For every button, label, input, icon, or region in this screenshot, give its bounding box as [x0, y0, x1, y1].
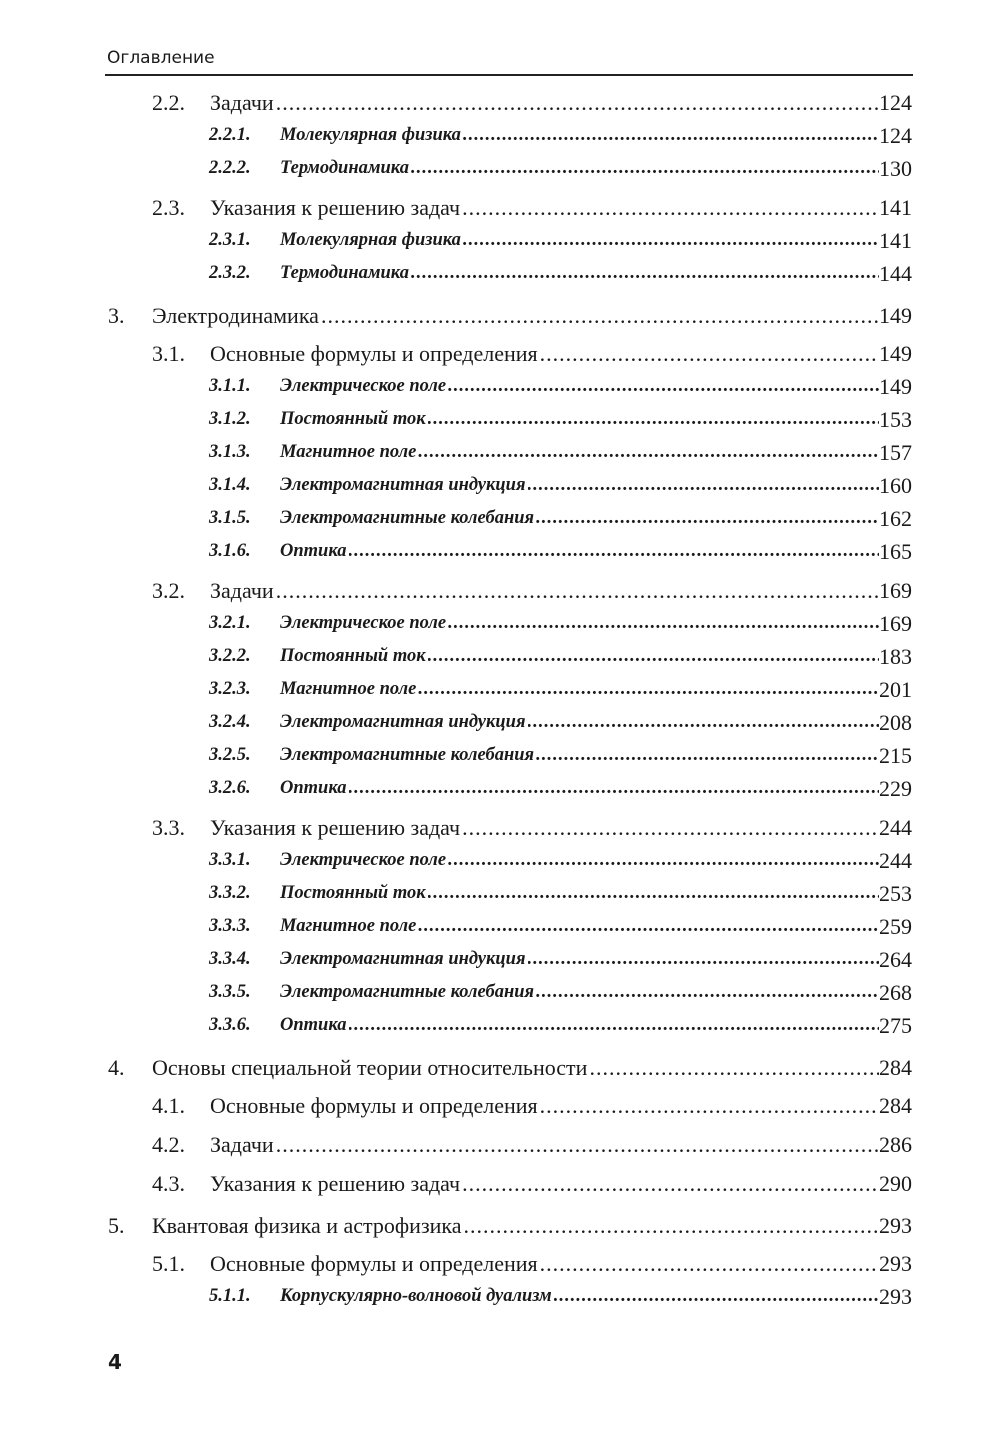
toc-entry	[0, 1280, 1000, 1313]
toc-entry-title: Задачи	[210, 1128, 276, 1161]
toc-entry-title: Молекулярная физика	[280, 224, 463, 257]
toc-entry-number: 2.2.1.	[209, 125, 251, 145]
toc-entry-title: Электрическое поле	[280, 844, 448, 877]
toc-entry-number: 5.	[108, 1213, 125, 1238]
toc-entry	[0, 1089, 1000, 1122]
toc-entry-title: Термодинамика	[280, 257, 411, 290]
toc-entry-number: 3.2.2.	[209, 646, 251, 666]
toc-entry-page: 215	[879, 743, 912, 768]
toc-entry-title: Указания к решению задач	[210, 811, 462, 844]
toc-entry	[0, 739, 1000, 772]
toc-entry	[0, 1051, 1000, 1084]
toc-entry-page: 169	[879, 578, 912, 603]
toc-entry-number: 2.2.2.	[209, 158, 251, 178]
toc-entry	[0, 535, 1000, 568]
dot-leader	[349, 772, 880, 805]
toc-entry-page: 284	[879, 1093, 912, 1118]
toc-entry-number: 2.2.	[152, 90, 185, 115]
toc-entry-number: 4.3.	[152, 1171, 185, 1196]
toc-entry-number: 3.1.	[152, 341, 185, 366]
toc-entry	[0, 811, 1000, 844]
toc-entry-title: Электромагнитная индукция	[280, 469, 528, 502]
toc-entry	[0, 86, 1000, 119]
dot-leader	[540, 337, 879, 370]
dot-leader	[540, 1089, 879, 1122]
toc-entry-number: 3.1.5.	[209, 508, 251, 528]
toc-entry	[0, 976, 1000, 1009]
toc-entry	[0, 1167, 1000, 1200]
toc-entry-page: 162	[879, 506, 912, 531]
toc-entry-page: 183	[879, 644, 912, 669]
dot-leader	[428, 640, 879, 673]
toc-entry-page: 208	[879, 710, 912, 735]
header-rule	[105, 74, 913, 76]
toc-entry-title: Задачи	[210, 574, 276, 607]
toc-entry-title: Оптика	[280, 535, 349, 568]
dot-leader	[589, 1051, 879, 1084]
toc-entry-page: 244	[879, 848, 912, 873]
toc-entry-page: 149	[879, 341, 912, 366]
dot-leader	[276, 86, 879, 119]
dot-leader	[464, 1209, 879, 1242]
dot-leader	[528, 706, 879, 739]
toc-entry-page: 149	[879, 303, 912, 328]
toc-entry-page: 141	[879, 195, 912, 220]
toc-entry-page: 153	[879, 407, 912, 432]
toc-entry-title: Оптика	[280, 772, 349, 805]
toc-entry	[0, 673, 1000, 706]
toc-entry-page: 286	[879, 1132, 912, 1157]
toc-entry-page: 169	[879, 611, 912, 636]
toc-entry-number: 3.3.	[152, 815, 185, 840]
toc-entry-page: 124	[879, 123, 912, 148]
toc-entry-title: Электрическое поле	[280, 370, 448, 403]
dot-leader	[349, 1009, 880, 1042]
toc-entry-title: Электрическое поле	[280, 607, 448, 640]
toc-entry-title: Электромагнитные колебания	[280, 976, 536, 1009]
dot-leader	[448, 370, 879, 403]
toc-entry-page: 268	[879, 980, 912, 1005]
toc-entry	[0, 1009, 1000, 1042]
toc-entry-number: 3.2.3.	[209, 679, 251, 699]
toc-entry-page: 149	[879, 374, 912, 399]
toc-entry-number: 3.1.2.	[209, 409, 251, 429]
toc-entry	[0, 191, 1000, 224]
toc-entry-number: 4.	[108, 1055, 125, 1080]
dot-leader	[428, 877, 879, 910]
toc-entry	[0, 469, 1000, 502]
toc-entry-title: Электромагнитные колебания	[280, 739, 536, 772]
dot-leader	[428, 403, 879, 436]
toc-entry-number: 4.2.	[152, 1132, 185, 1157]
toc-entry	[0, 1128, 1000, 1161]
dot-leader	[463, 224, 879, 257]
dot-leader	[540, 1247, 879, 1280]
dot-leader	[411, 152, 879, 185]
toc-entry-number: 3.2.	[152, 578, 185, 603]
toc-entry-number: 3.3.2.	[209, 883, 251, 903]
toc-entry-number: 3.2.6.	[209, 778, 251, 798]
table-of-contents	[0, 86, 1000, 1313]
toc-entry	[0, 640, 1000, 673]
toc-entry	[0, 299, 1000, 332]
toc-entry-page: 160	[879, 473, 912, 498]
toc-entry	[0, 943, 1000, 976]
toc-entry-page: 293	[879, 1213, 912, 1238]
toc-entry-number: 3.2.5.	[209, 745, 251, 765]
toc-entry-page: 253	[879, 881, 912, 906]
toc-entry-title: Указания к решению задач	[210, 191, 462, 224]
dot-leader	[276, 1128, 879, 1161]
dot-leader	[448, 607, 879, 640]
toc-entry	[0, 119, 1000, 152]
toc-entry-number: 2.3.	[152, 195, 185, 220]
running-header: Оглавление	[107, 48, 215, 68]
toc-entry-title: Электромагнитная индукция	[280, 706, 528, 739]
toc-entry	[0, 706, 1000, 739]
dot-leader	[536, 976, 879, 1009]
toc-entry-page: 290	[879, 1171, 912, 1196]
toc-entry-page: 275	[879, 1013, 912, 1038]
toc-entry-title: Основные формулы и определения	[210, 337, 540, 370]
toc-entry-title: Указания к решению задач	[210, 1167, 462, 1200]
dot-leader	[276, 574, 879, 607]
toc-entry	[0, 370, 1000, 403]
toc-entry-title: Основы специальной теории относительности	[152, 1051, 589, 1084]
toc-entry-number: 3.3.4.	[209, 949, 251, 969]
toc-entry	[0, 877, 1000, 910]
dot-leader	[528, 943, 879, 976]
toc-entry	[0, 502, 1000, 535]
toc-entry-title: Задачи	[210, 86, 276, 119]
dot-leader	[448, 844, 879, 877]
toc-entry	[0, 152, 1000, 185]
toc-entry-page: 259	[879, 914, 912, 939]
dot-leader	[418, 673, 879, 706]
toc-entry-page: 229	[879, 776, 912, 801]
toc-entry-page: 130	[879, 156, 912, 181]
toc-entry-number: 3.2.1.	[209, 613, 251, 633]
toc-entry	[0, 436, 1000, 469]
toc-entry	[0, 607, 1000, 640]
dot-leader	[411, 257, 879, 290]
toc-entry-title: Магнитное поле	[280, 436, 418, 469]
toc-entry-page: 293	[879, 1284, 912, 1309]
toc-entry	[0, 224, 1000, 257]
toc-entry-number: 3.1.1.	[209, 376, 251, 396]
toc-entry-title: Электродинамика	[152, 299, 321, 332]
toc-entry-title: Постоянный ток	[280, 877, 428, 910]
toc-entry-title: Постоянный ток	[280, 403, 428, 436]
toc-entry-number: 3.1.3.	[209, 442, 251, 462]
toc-entry-title: Электромагнитная индукция	[280, 943, 528, 976]
toc-entry-page: 144	[879, 261, 912, 286]
toc-entry-number: 2.3.2.	[209, 263, 251, 283]
toc-entry-number: 2.3.1.	[209, 230, 251, 250]
toc-entry	[0, 772, 1000, 805]
toc-entry-page: 157	[879, 440, 912, 465]
dot-leader	[418, 910, 879, 943]
toc-entry	[0, 257, 1000, 290]
dot-leader	[536, 502, 879, 535]
page-number: 4	[108, 1350, 122, 1374]
dot-leader	[462, 191, 879, 224]
toc-entry-title: Квантовая физика и астрофизика	[152, 1209, 464, 1242]
toc-entry-page: 264	[879, 947, 912, 972]
dot-leader	[462, 811, 879, 844]
toc-entry-title: Магнитное поле	[280, 910, 418, 943]
toc-entry	[0, 574, 1000, 607]
toc-entry-number: 3.3.1.	[209, 850, 251, 870]
toc-entry-page: 165	[879, 539, 912, 564]
toc-entry	[0, 403, 1000, 436]
dot-leader	[554, 1280, 879, 1313]
toc-entry-title: Основные формулы и определения	[210, 1247, 540, 1280]
toc-entry-page: 124	[879, 90, 912, 115]
toc-entry-number: 3.2.4.	[209, 712, 251, 732]
dot-leader	[528, 469, 879, 502]
toc-entry	[0, 1247, 1000, 1280]
toc-entry-page: 293	[879, 1251, 912, 1276]
toc-entry-number: 3.3.6.	[209, 1015, 251, 1035]
toc-entry-title: Термодинамика	[280, 152, 411, 185]
toc-entry-title: Корпускулярно-волновой дуализм	[280, 1280, 554, 1313]
toc-entry	[0, 844, 1000, 877]
toc-entry-title: Молекулярная физика	[280, 119, 463, 152]
toc-entry	[0, 910, 1000, 943]
toc-entry-title: Оптика	[280, 1009, 349, 1042]
toc-entry-number: 4.1.	[152, 1093, 185, 1118]
dot-leader	[536, 739, 879, 772]
toc-entry-page: 284	[879, 1055, 912, 1080]
toc-entry-number: 3.3.5.	[209, 982, 251, 1002]
toc-entry-page: 201	[879, 677, 912, 702]
toc-entry-title: Постоянный ток	[280, 640, 428, 673]
toc-entry-page: 141	[879, 228, 912, 253]
toc-entry-page: 244	[879, 815, 912, 840]
dot-leader	[462, 1167, 879, 1200]
toc-entry	[0, 1209, 1000, 1242]
dot-leader	[321, 299, 879, 332]
dot-leader	[463, 119, 879, 152]
toc-entry-number: 5.1.1.	[209, 1286, 251, 1306]
dot-leader	[418, 436, 879, 469]
toc-entry-title: Электромагнитные колебания	[280, 502, 536, 535]
toc-entry-number: 3.1.4.	[209, 475, 251, 495]
toc-entry-number: 3.1.6.	[209, 541, 251, 561]
dot-leader	[349, 535, 880, 568]
toc-entry-title: Магнитное поле	[280, 673, 418, 706]
toc-entry-number: 5.1.	[152, 1251, 185, 1276]
toc-entry-number: 3.3.3.	[209, 916, 251, 936]
toc-entry-number: 3.	[108, 303, 125, 328]
toc-entry	[0, 337, 1000, 370]
toc-entry-title: Основные формулы и определения	[210, 1089, 540, 1122]
